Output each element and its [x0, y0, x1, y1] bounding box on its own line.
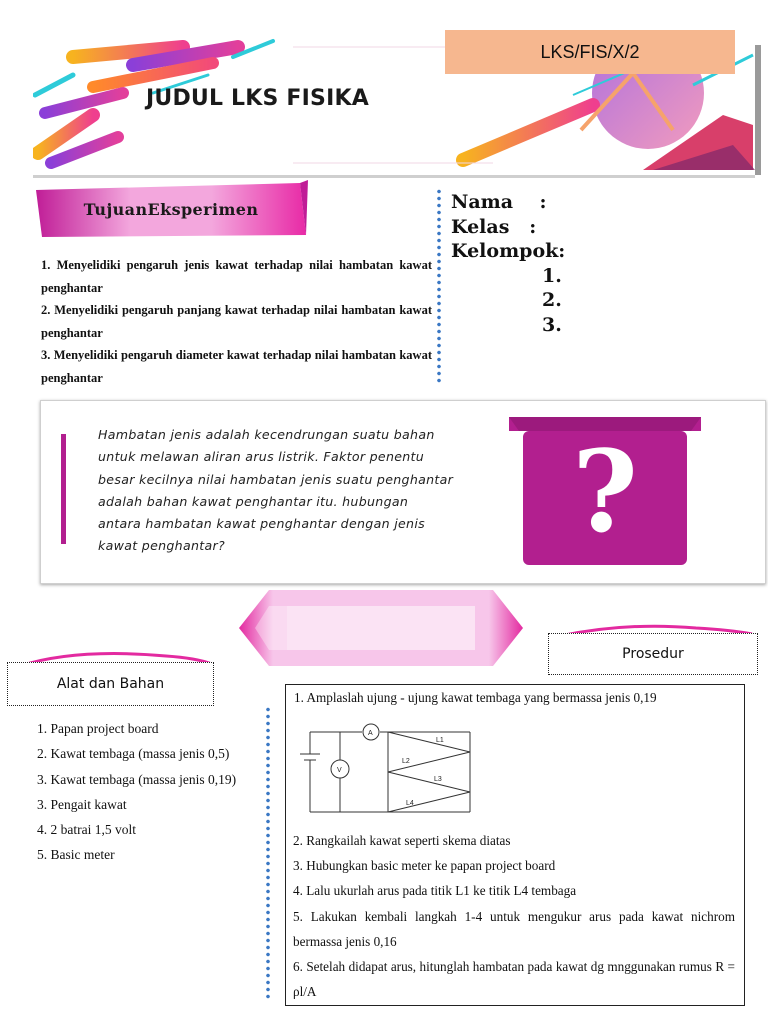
page-title: JUDUL LKS FISIKA	[146, 86, 369, 111]
procedure-step: 1. Amplaslah ujung - ujung kawat tembaga yang bermassa jenis 0,19	[294, 690, 657, 705]
ammeter-label: A	[368, 730, 373, 737]
worksheet-code: LKS/FIS/X/2	[445, 30, 735, 74]
objective-item: 2. Menyelidiki pengaruh panjang kawat terhadap nilai hambatan kawat penghantar	[41, 303, 432, 340]
objective-item: 3. Menyelidiki pengaruh diameter kawat terhadap nilai hambatan kawat penghantar	[41, 348, 432, 385]
question-text	[98, 424, 488, 558]
question-line: untuk melawan aliran arus listrik. Faktor penentu	[98, 449, 425, 465]
wire-label-l2: L2	[402, 758, 410, 765]
objectives-list	[41, 254, 432, 389]
wire-label-l1: L1	[436, 737, 444, 744]
question-line: kawat penghantar?	[98, 538, 225, 554]
material-item: 3. Pengait kawat	[37, 796, 127, 812]
group-field-label: Kelompok:	[451, 240, 566, 262]
question-line: adalah bahan kawat penghantar itu. hubungan	[98, 493, 409, 509]
group-member-2: 2.	[542, 289, 562, 311]
materials-divider	[266, 706, 270, 1000]
procedure-step: 4. Lalu ukurlah arus pada titik L1 ke titik L4 tembaga	[293, 883, 577, 899]
procedure-step: 5. Lakukan kembali langkah 1-4 untuk mengukur arus pada kawat nichrom bermassa jenis 0,16	[293, 908, 735, 949]
procedure-step: 3. Hubungkan basic meter ke papan project board	[293, 858, 556, 874]
material-item: 5. Basic meter	[37, 847, 115, 863]
materials-heading: Alat dan Bahan	[7, 662, 214, 706]
question-mark-icon	[509, 413, 701, 569]
objective-item: 1. Menyelidiki pengaruh jenis kawat terhadap nilai hambatan kawat penghantar	[41, 258, 432, 295]
question-accent-bar	[61, 434, 66, 544]
procedure-heading: Prosedur	[548, 633, 758, 675]
circuit-diagram	[296, 718, 472, 820]
procedure-list	[293, 828, 735, 1004]
question-line: antara hambatan kawat penghantar dengan jenis	[98, 516, 425, 532]
class-field-label: Kelas :	[451, 215, 537, 238]
material-item: 3. Kawat tembaga (massa jenis 0,19)	[37, 771, 237, 787]
material-item: 2. Kawat tembaga (massa jenis 0,5)	[37, 746, 230, 762]
name-field-label: Nama :	[451, 191, 547, 213]
objectives-divider	[437, 188, 441, 385]
procedure-step: 2. Rangkailah kawat seperti skema diatas	[293, 833, 511, 848]
group-member-3: 3.	[542, 313, 562, 336]
wire-label-l3: L3	[434, 776, 442, 783]
question-line: Hambatan jenis adalah kecendrungan suatu bahan	[98, 427, 435, 442]
arrow-banner	[239, 588, 523, 668]
wire-label-l4: L4	[406, 800, 414, 807]
objectives-heading: TujuanEksperimen	[83, 199, 259, 219]
material-item: 1. Papan project board	[37, 721, 159, 736]
question-symbol: ?	[572, 427, 638, 558]
question-line: besar kecilnya nilai hambatan jenis suatu penghantar	[98, 471, 454, 487]
materials-list	[37, 716, 236, 868]
group-member-1: 1.	[542, 264, 562, 287]
procedure-step: 6. Setelah didapat arus, hitunglah hambatan pada kawat dg mnggunakan rumus R = ρl/A	[293, 959, 735, 1000]
material-item: 4. 2 batrai 1,5 volt	[37, 822, 136, 838]
identity-block	[451, 190, 565, 337]
voltmeter-label: V	[337, 767, 342, 774]
